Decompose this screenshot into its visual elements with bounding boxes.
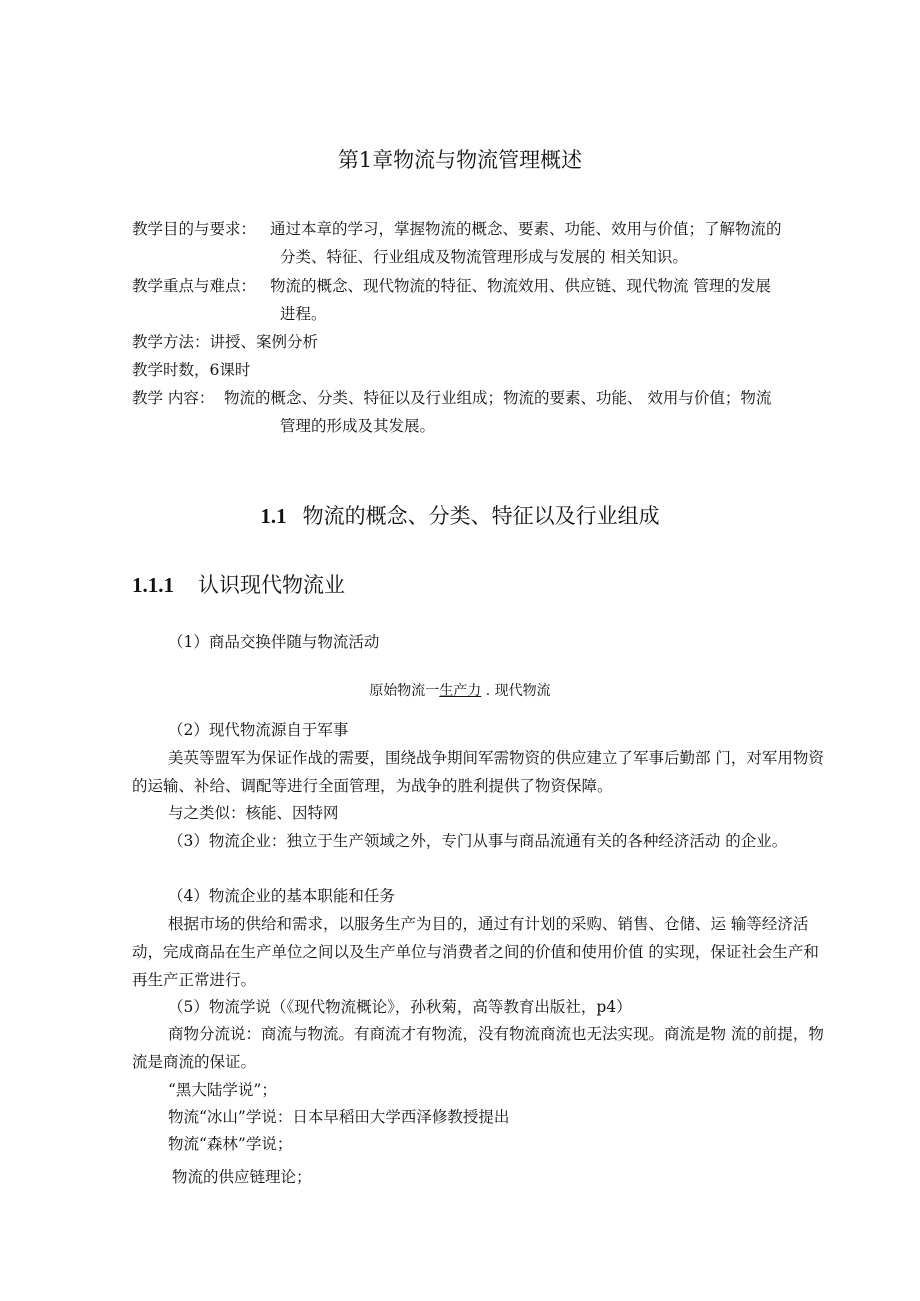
- flow-right: . 现代物流: [481, 683, 551, 699]
- chapter-title: 第1章物流与物流管理概述: [337, 148, 583, 172]
- objectives-label: 教学目的与要求：: [132, 220, 257, 238]
- teaching-hours: 教学时数，6课时: [132, 361, 251, 379]
- flow-diagram-line: [0, 680, 920, 700]
- objectives-line-2: 分类、特征、行业组成及物流管理形成与发展的 相关知识。: [280, 248, 688, 266]
- objectives-line-1: 通过本章的学习，掌握物流的概念、要素、功能、效用与价值；了解物流的: [270, 220, 782, 238]
- teaching-method: 教学方法：讲授、案例分析: [132, 333, 319, 351]
- flow-mid: 生产力: [439, 683, 482, 699]
- content-line-1: 物流的概念、分类、特征以及行业组成；物流的要素、功能、 效用与价值；物流: [224, 389, 772, 407]
- flow-left: 原始物流一: [369, 683, 440, 699]
- theory-dark-continent: “黑大陆学说”；: [168, 1081, 277, 1099]
- item-3: （3）物流企业：独立于生产领域之外，专门从事与商品流通有关的各种经济活动 的企业。: [168, 832, 788, 850]
- content-label: 教学 内容：: [132, 389, 215, 407]
- section-heading: [0, 500, 920, 530]
- theory-forest: 物流“森林”学说；: [168, 1135, 293, 1153]
- similar-line: 与之类似：核能、因特网: [168, 804, 339, 822]
- paragraph-military: 美英等盟军为保证作战的需要，围绕战争期间军需物资的供应建立了军事后勤部 门，对军用物资的运输、补给、调配等进行全面管理，为战争的胜利提供了物资保障。: [132, 749, 824, 795]
- item-1: （1）商品交换伴随与物流活动: [168, 633, 380, 651]
- subsection-heading: [132, 569, 345, 599]
- section-title: 物流的概念、分类、特征以及行业组成: [302, 504, 660, 528]
- keypoints-label: 教学重点与难点：: [132, 277, 257, 295]
- subsection-title: 认识现代物流业: [198, 573, 345, 597]
- keypoints-line-1: 物流的概念、现代物流的特征、物流效用、供应链、现代物流 管理的发展: [270, 277, 771, 295]
- item-5: （5）物流学说（《现代物流概论》，孙秋菊，高等教育出版社，p4）: [168, 998, 632, 1016]
- theory-iceberg: 物流“冰山”学说：日本早稻田大学西泽修教授提出: [168, 1108, 510, 1126]
- paragraph-function: 根据市场的供给和需求，以服务生产为目的，通过有计划的采购、销售、仓储、运 输等经济活动，完成商品在生产单位之间以及生产单位与消费者之间的价值和使用价值 的实现，保证社会生产和再生产正常进行。: [132, 915, 819, 989]
- theory-supply-chain: 物流的供应链理论；: [172, 1168, 312, 1186]
- paragraph-theory: 商物分流说：商流与物流。有商流才有物流，没有物流商流也无法实现。商流是物 流的前提，物流是商流的保证。: [132, 1025, 824, 1071]
- item-4: （4）物流企业的基本职能和任务: [168, 887, 395, 905]
- content-line-2: 管理的形成及其发展。: [280, 417, 436, 435]
- subsection-number: 1.1.1: [132, 573, 174, 597]
- item-2: （2）现代物流源自于军事: [168, 721, 349, 739]
- section-number: 1.1: [260, 504, 287, 528]
- keypoints-line-2: 进程。: [280, 305, 327, 323]
